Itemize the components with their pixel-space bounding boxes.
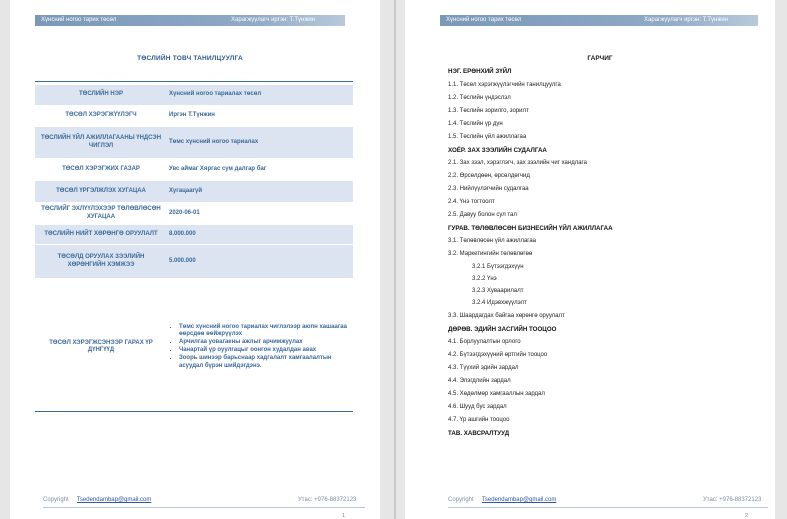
toc-heading[interactable]: ГУРАВ. ТӨЛӨВЛӨСӨН БИЗНЕСИЙН ҮЙЛ АЖИЛЛАГАА bbox=[448, 225, 613, 232]
row-key: ТӨСӨЛ ХЭРЭГЖҮҮЛЭГЧ bbox=[65, 112, 137, 119]
document-page-2 bbox=[405, 0, 775, 519]
toc-item[interactable]: 3.3. Шаардагдах байгаа хөрөнгө оруулалт bbox=[448, 313, 565, 319]
page-gutter bbox=[394, 0, 396, 519]
header-author: Харагжүүлагч иргэн: Т.Түнжин bbox=[644, 17, 728, 23]
row-value: 5.000.000 bbox=[169, 257, 196, 264]
table-row bbox=[35, 159, 353, 180]
toc-item[interactable]: 3.2.4 Идэвхжүүлэлт bbox=[472, 300, 527, 306]
page-number: 1 bbox=[342, 513, 346, 519]
toc-item[interactable]: 2.4. Үнэ тогтоолт bbox=[448, 199, 495, 205]
toc-item[interactable]: 2.1. Зах зээл, хэрэглэгч, зах зээлийн чиг хандлага bbox=[448, 160, 587, 166]
toc-item[interactable]: 4.1. Борлуулалтын орлого bbox=[448, 339, 521, 345]
toc-heading[interactable]: НЭГ. ЕРӨНХИЙ ЗҮЙЛ bbox=[448, 68, 512, 75]
table-row bbox=[35, 203, 353, 224]
toc-item[interactable]: 1.4. Төслийн үр дүн bbox=[448, 121, 503, 127]
toc-item[interactable]: 4.6. Шууд бус зардал bbox=[448, 404, 507, 410]
list-item: ▪ Чанартай үр оуулгацыг оонгон худалдан авах bbox=[179, 347, 353, 355]
table-row bbox=[35, 181, 353, 202]
footer-phone: Утас: +976-88372123 bbox=[298, 497, 357, 503]
table-bottom-border bbox=[35, 411, 353, 412]
toc-item[interactable]: 2.5. Давуу болон сул тал bbox=[448, 212, 517, 218]
toc-item[interactable]: 4.5. Хөдөлмөр хамгааллын зардал bbox=[448, 391, 545, 397]
toc-item[interactable]: 4.7. Үр ашгийн тооцоо bbox=[448, 417, 510, 423]
toc-heading[interactable]: ХОЁР. ЗАХ ЗЭЭЛИЙН СУДАЛГАА bbox=[448, 147, 547, 154]
row-key: ТӨСӨЛ ХЭРЭГЖСЭНЭЭР ГАРАХ ҮР ДҮНГҮҮД bbox=[49, 339, 153, 353]
table-row bbox=[35, 106, 353, 126]
goals-list bbox=[169, 324, 353, 371]
toc-item[interactable]: 2.2. Өрсөлдөөн, өрсөлдөгчид bbox=[448, 173, 530, 179]
toc-item[interactable]: 3.2. Маркетингийн төлөвлөгөө bbox=[448, 251, 533, 257]
table-row bbox=[35, 127, 353, 158]
row-key: ТӨСЛИЙН ҮЙЛ АЖИЛЛАГААНЫ ҮНДСЭН ЧИГЛЭЛ bbox=[40, 135, 162, 149]
row-value bbox=[167, 324, 353, 371]
row-value: 8.000.000 bbox=[169, 230, 196, 237]
toc-item[interactable]: 1.5. Төслийн үйл ажиллагаа bbox=[448, 134, 527, 140]
row-value: Хүнсний ногоо тариалах төсөл bbox=[169, 91, 262, 98]
row-value: 2020-06-01 bbox=[169, 209, 200, 216]
footer-left bbox=[43, 497, 151, 505]
toc-item[interactable]: 4.4. Элэгдлийн зардал bbox=[448, 378, 511, 384]
row-value: Иргэн Т.Түнжин bbox=[169, 112, 215, 119]
document-page-1 bbox=[10, 0, 380, 519]
row-key: ТӨСЛИЙГ ЭХЛҮҮЛЭХЭЭР ТӨЛӨВЛӨСӨН ХУГАЦАА bbox=[41, 206, 161, 220]
page-header bbox=[440, 15, 758, 26]
header-project-name: Хүнсний ногоо тарих төсөл bbox=[41, 17, 117, 23]
header-project-name: Хүнсний ногоо тарих төсөл bbox=[446, 17, 522, 23]
footer-left bbox=[448, 497, 556, 505]
row-value: Хугацаагүй bbox=[169, 187, 203, 194]
table-row-goals bbox=[35, 312, 353, 382]
toc-item[interactable]: 1.1. Төсөл хэрэгжүүлэгчийн танилцуулга bbox=[448, 82, 561, 88]
row-key: ТӨСӨЛ ХЭРЭГЖИХ ГАЗАР bbox=[62, 165, 140, 172]
toc-item[interactable]: 3.2.1 Бүтээгдэхүүн bbox=[472, 264, 524, 270]
row-value: Увс аймаг Хяргас сум далгар баг bbox=[169, 165, 267, 172]
row-key: ТӨСЛИЙН НИЙТ ХӨРӨНГӨ ОРУУЛАЛТ bbox=[44, 230, 158, 237]
toc-heading[interactable]: ТАВ. ХАВСРАЛТУУД bbox=[448, 430, 510, 437]
toc-item[interactable]: 4.3. Түүхий эдийн зардал bbox=[448, 365, 519, 371]
toc-item[interactable]: 1.3. Төслийн зорилго, зорилт bbox=[448, 108, 529, 114]
row-value: Төмс хүнсний ногоо тариалах bbox=[169, 138, 259, 145]
footer-copyright: Copyright bbox=[448, 497, 474, 503]
summary-title: ТӨСЛИЙН ТОВЧ ТАНИЛЦУУЛГА bbox=[137, 55, 243, 62]
list-item: ▪ Арчилгаа уовагаены ажлыг арчимжуулах bbox=[179, 339, 353, 347]
toc-item[interactable]: 4.2. Бүтээгдэхүүний өртгийн тооцоо bbox=[448, 352, 548, 358]
row-key: ТӨСЛИЙН НЭР bbox=[79, 91, 123, 98]
table-row bbox=[35, 245, 353, 278]
footer-phone: Утас: +976-88372123 bbox=[703, 497, 762, 503]
toc-item[interactable]: 3.2.2 Үнэ bbox=[472, 276, 497, 282]
footer-rule bbox=[448, 507, 768, 508]
table-top-border bbox=[35, 81, 353, 82]
row-key: ТӨСӨЛД ОРУУЛАХ ЗЭЭЛИЙН ХӨРӨНГИЙН ХЭМЖЭЭ bbox=[57, 254, 145, 268]
footer-copyright: Copyright bbox=[43, 497, 69, 503]
footer-email-link[interactable]: Tsedendambap@gmail.com bbox=[76, 497, 152, 503]
toc-item[interactable]: 3.2.3 Хуваарилалт bbox=[472, 288, 524, 294]
row-key: ТӨСӨЛ ҮРГЭЛЖЛЭХ ХУГАЦАА bbox=[56, 187, 146, 194]
footer-email-link[interactable]: Tsedendambap@gmail.com bbox=[481, 497, 557, 503]
toc-item[interactable]: 3.1. Төлөвлөсөн үйл ажиллагаа bbox=[448, 238, 537, 244]
toc-item[interactable]: 2.3. Нийлүүлэгчийн судалгаа bbox=[448, 186, 529, 192]
toc-item[interactable]: 1.2. Төслийн үндэслэл bbox=[448, 95, 511, 101]
list-item: ▪ Зоорь шинээр барьснаар хадгалалт хамгаалалтын асуудал бүрэн шийдэгдэнэ. bbox=[179, 355, 353, 370]
header-author: Харагжүүлагч иргэн: Т.Түнжин bbox=[231, 17, 315, 23]
footer-rule bbox=[43, 507, 365, 508]
list-item: ▪ Төмс хүнсний ногоо тариалах чиглэлээр аюпн хашаагаа өөрсдөө өөйжрүүлэх bbox=[179, 324, 353, 339]
table-row bbox=[35, 225, 353, 244]
page-number: 2 bbox=[745, 513, 749, 519]
toc-heading[interactable]: ДӨРӨВ. ЭДИЙН ЗАСГИЙН ТООЦОО bbox=[448, 326, 557, 333]
page-header bbox=[35, 15, 345, 26]
table-row bbox=[35, 85, 353, 105]
toc-title: ГАРЧИГ bbox=[587, 55, 613, 62]
